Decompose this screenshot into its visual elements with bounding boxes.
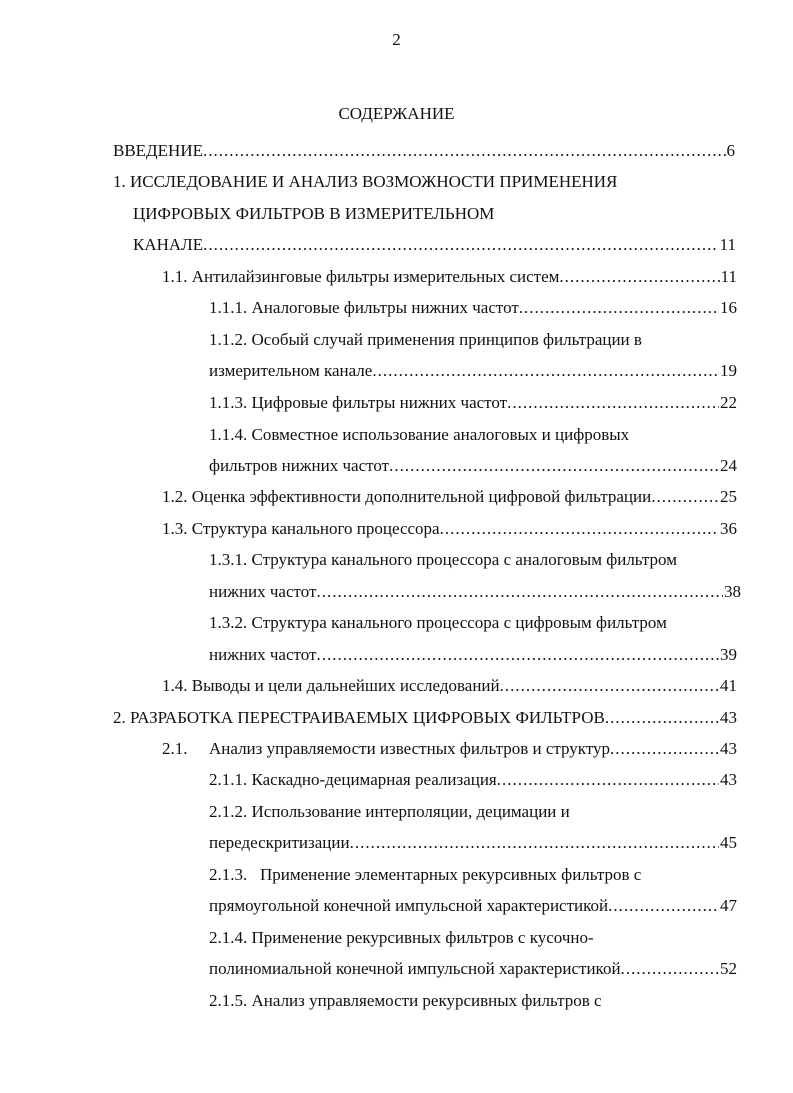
toc-heading-1-3-1 xyxy=(209,549,677,571)
entry-text: нижних частот xyxy=(209,582,317,601)
toc-number-2-1 xyxy=(162,738,188,760)
entry-text: 1. ИССЛЕДОВАНИЕ И АНАЛИЗ ВОЗМОЖНОСТИ ПРИМЕНЕНИЯ xyxy=(113,172,618,191)
entry-text: 2.1.2. Использование интерполяции, децимации и xyxy=(209,802,570,821)
toc-entry-2-1-2 xyxy=(209,832,737,854)
entry-page: 45 xyxy=(720,833,737,852)
toc-entry-1-2 xyxy=(162,486,737,508)
dot-leader xyxy=(500,675,719,697)
dot-leader xyxy=(497,769,719,791)
entry-page: 11 xyxy=(720,267,737,286)
toc-entry-2-1-1 xyxy=(209,769,737,791)
entry-text: 1.4. Выводы и цели дальнейших исследований xyxy=(162,676,500,695)
toc-entry-intro xyxy=(113,140,735,162)
entry-number: 2.1. xyxy=(162,739,188,758)
toc-heading-1-1-2 xyxy=(209,329,642,351)
entry-text: измерительном канале xyxy=(209,361,373,380)
entry-text: полиномиальной конечной импульсной характеристикой xyxy=(209,959,621,978)
toc-heading-1-1-4 xyxy=(209,424,629,446)
dot-leader xyxy=(608,895,719,917)
entry-text: 1.1.2. Особый случай применения принципов фильтрации в xyxy=(209,330,642,349)
entry-text: ЦИФРОВЫХ ФИЛЬТРОВ В ИЗМЕРИТЕЛЬНОМ xyxy=(133,204,495,223)
toc-entry-2-1-4 xyxy=(209,958,737,980)
toc-heading-2-1-5 xyxy=(209,990,602,1012)
entry-text: нижних частот xyxy=(209,645,317,664)
entry-page: 43 xyxy=(720,770,737,789)
entry-page: 41 xyxy=(720,676,737,695)
dot-leader xyxy=(519,297,719,319)
dot-leader xyxy=(605,707,719,729)
toc-entry-1-3 xyxy=(162,518,737,540)
toc-entry-1-1-2 xyxy=(209,360,737,382)
entry-text: 2.1.1. Каскадно-децимарная реализация xyxy=(209,770,497,789)
entry-text: 1.1.4. Совместное использование аналоговых и цифровых xyxy=(209,425,630,444)
toc-entry-chapter-2 xyxy=(113,707,737,729)
entry-page: 47 xyxy=(720,896,737,915)
entry-text: 1.3.1. Структура канального процессора с аналоговым фильтром xyxy=(209,550,677,569)
entry-text: передескритизации xyxy=(209,833,350,852)
entry-page: 25 xyxy=(720,487,737,506)
dot-leader xyxy=(559,266,719,288)
dot-leader xyxy=(610,738,719,760)
toc-entry-2-1 xyxy=(209,738,737,760)
toc-entry-1-1-1 xyxy=(209,297,737,319)
toc-heading-chapter-1-cont xyxy=(133,203,494,225)
entry-page: 22 xyxy=(720,393,737,412)
entry-text: Анализ управляемости известных фильтров и структур xyxy=(209,739,611,758)
entry-text: ВВЕДЕНИЕ xyxy=(113,141,203,160)
dot-leader xyxy=(203,140,726,162)
entry-text: 1.1.3. Цифровые фильтры нижних частот xyxy=(209,393,508,412)
toc-heading-2-1-3 xyxy=(209,864,641,886)
toc-heading-2-1-4 xyxy=(209,927,594,949)
entry-page: 19 xyxy=(720,361,737,380)
entry-text: КАНАЛЕ xyxy=(133,235,204,254)
toc-entry-chapter-1 xyxy=(133,234,736,256)
dot-leader xyxy=(440,518,719,540)
entry-page: 16 xyxy=(720,298,737,317)
entry-text: 1.3.2. Структура канального процессора с цифровым фильтром xyxy=(209,613,667,632)
entry-text: 2.1.5. Анализ управляемости рекурсивных фильтров с xyxy=(209,991,602,1010)
toc-title: СОДЕРЖАНИЕ xyxy=(338,104,455,123)
entry-text: фильтров нижних частот xyxy=(209,456,390,475)
entry-page: 39 xyxy=(720,645,737,664)
entry-text: 1.1.1. Аналоговые фильтры нижних частот xyxy=(209,298,519,317)
toc-entry-1-4 xyxy=(162,675,737,697)
entry-page: 24 xyxy=(720,456,737,475)
dot-leader xyxy=(350,832,719,854)
entry-page: 36 xyxy=(720,519,737,538)
dot-leader xyxy=(507,392,719,414)
entry-text: 1.1. Антилайзинговые фильтры измерительных систем xyxy=(162,267,560,286)
dot-leader xyxy=(389,455,719,477)
entry-text: 2.1.3. Применение элементарных рекурсивных фильтров с xyxy=(209,865,642,884)
toc-heading-2-1-2 xyxy=(209,801,570,823)
dot-leader xyxy=(651,486,719,508)
entry-page: 43 xyxy=(720,708,737,727)
entry-text: 1.2. Оценка эффективности дополнительной цифровой фильтрации xyxy=(162,487,652,506)
entry-text: 2.1.4. Применение рекурсивных фильтров с кусочно- xyxy=(209,928,594,947)
dot-leader xyxy=(203,234,719,256)
dot-leader xyxy=(316,581,723,603)
toc-entry-1-1-4 xyxy=(209,455,737,477)
entry-page: 38 xyxy=(724,582,741,601)
toc-entry-1-1 xyxy=(162,266,737,288)
entry-text: прямоугольной конечной импульсной характеристикой xyxy=(209,896,609,915)
toc-entry-1-1-3 xyxy=(209,392,737,414)
entry-page: 6 xyxy=(726,141,735,160)
toc-entry-1-3-1 xyxy=(209,581,741,603)
toc-heading-1-3-2 xyxy=(209,612,667,634)
toc-entry-2-1-3 xyxy=(209,895,737,917)
dot-leader xyxy=(316,644,719,666)
entry-page: 43 xyxy=(720,739,737,758)
entry-page: 11 xyxy=(719,235,736,254)
page-number: 2 xyxy=(392,30,401,49)
toc-entry-1-3-2 xyxy=(209,644,737,666)
entry-text: 2. РАЗРАБОТКА ПЕРЕСТРАИВАЕМЫХ ЦИФРОВЫХ ФИЛЬТРОВ xyxy=(113,708,605,727)
dot-leader xyxy=(372,360,719,382)
toc-heading-chapter-1 xyxy=(113,171,617,193)
entry-text: 1.3. Структура канального процессора xyxy=(162,519,440,538)
entry-page: 52 xyxy=(720,959,737,978)
dot-leader xyxy=(621,958,719,980)
